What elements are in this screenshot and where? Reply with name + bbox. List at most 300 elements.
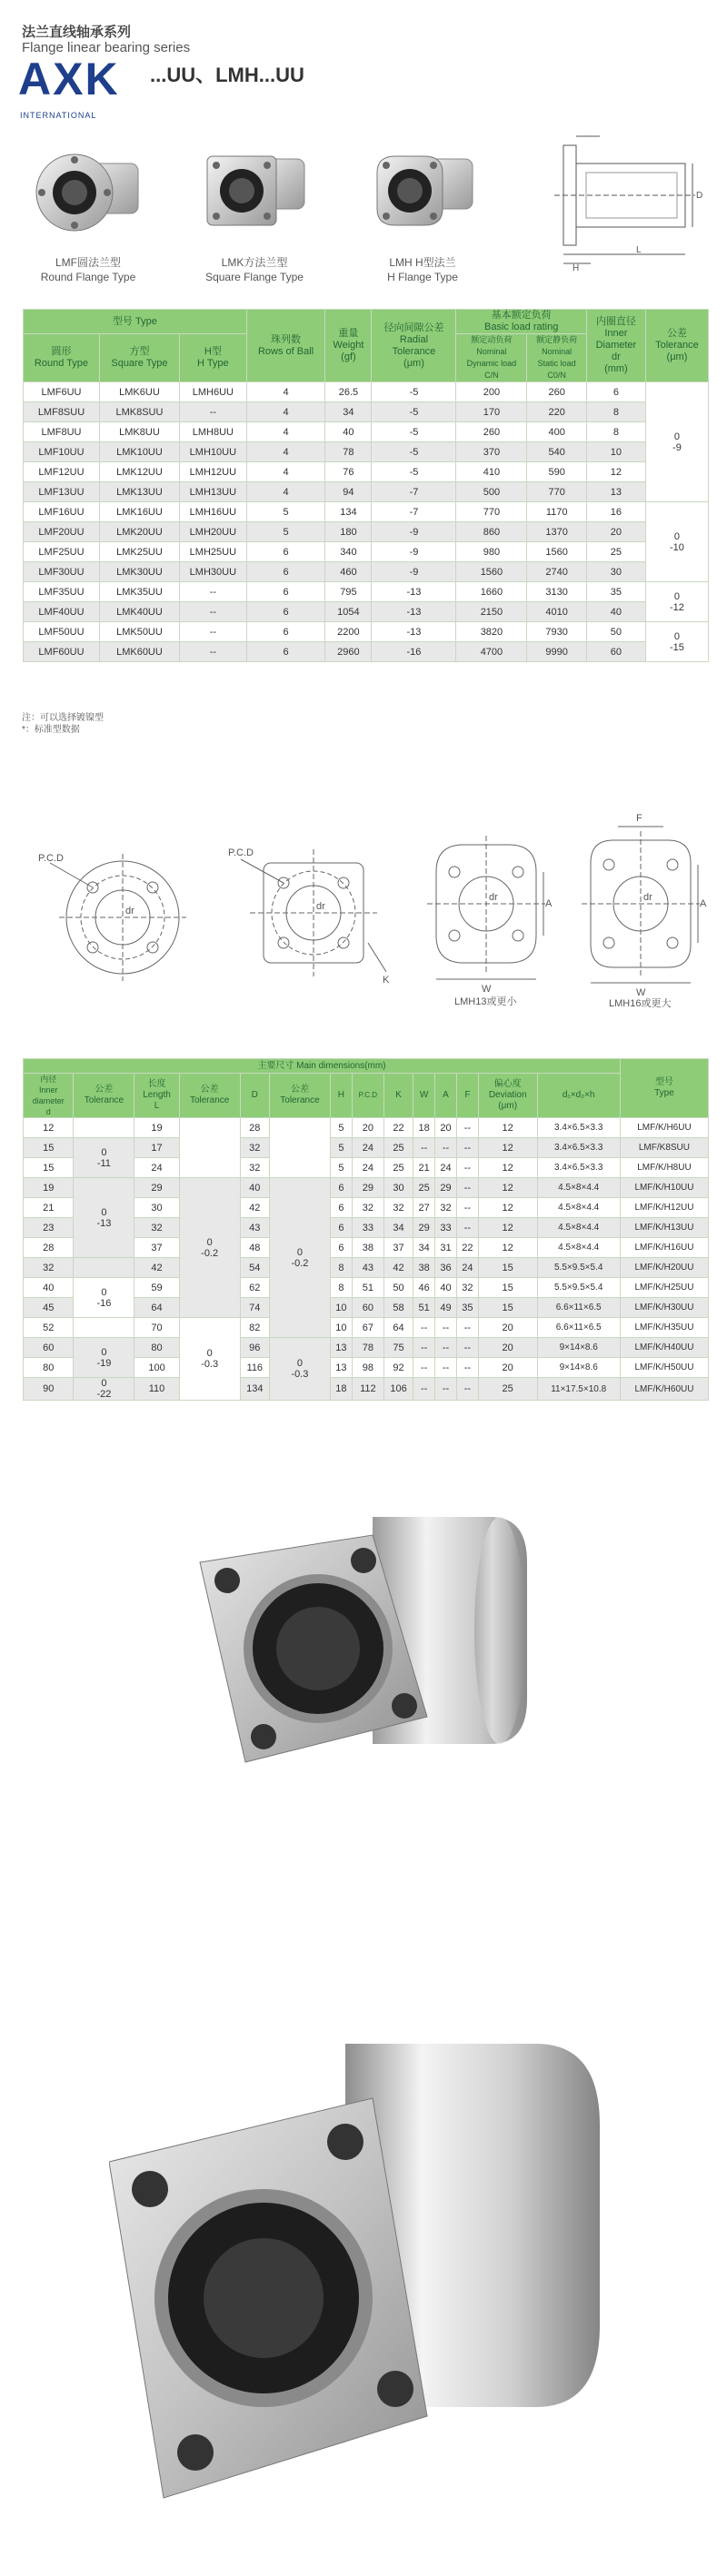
table-cell: 24 bbox=[456, 1258, 478, 1278]
table-cell: 18 bbox=[330, 1378, 352, 1401]
table-cell: 98 bbox=[352, 1358, 383, 1378]
table-cell: 40 bbox=[586, 602, 645, 622]
table-cell: 34 bbox=[413, 1238, 435, 1258]
title-en: Flange linear bearing series bbox=[22, 40, 191, 55]
table-cell: 50 bbox=[586, 622, 645, 642]
table-cell: 20 bbox=[478, 1358, 537, 1378]
table-cell: 25 bbox=[413, 1178, 435, 1198]
k-label: K bbox=[383, 975, 390, 986]
table-cell: 13 bbox=[330, 1338, 352, 1358]
table-cell: 34 bbox=[325, 402, 372, 422]
table-cell: 9×14×8.6 bbox=[537, 1338, 620, 1358]
table-cell: 64 bbox=[383, 1318, 413, 1338]
table-cell: -13 bbox=[372, 622, 456, 642]
table-cell: LMK8SUU bbox=[99, 402, 179, 422]
table-cell: 4 bbox=[246, 382, 325, 402]
table-cell: -5 bbox=[372, 402, 456, 422]
table-cell: 260 bbox=[527, 382, 587, 402]
table-cell: 1170 bbox=[527, 502, 587, 522]
table-row bbox=[24, 1178, 709, 1198]
table-cell: -- bbox=[456, 1118, 478, 1138]
table-cell: LMF8SUU bbox=[24, 402, 100, 422]
table-row bbox=[24, 1318, 709, 1338]
h-flange-large-drawing bbox=[573, 808, 709, 1008]
table-cell: 3.4×6.5×3.3 bbox=[537, 1118, 620, 1138]
table-cell: 19 bbox=[24, 1178, 74, 1198]
table-cell: 21 bbox=[413, 1158, 435, 1178]
side-section-drawing bbox=[536, 118, 709, 272]
table-cell: 3130 bbox=[527, 582, 587, 602]
table-cell: 6 bbox=[246, 642, 325, 662]
table-cell: LMF/K/H20UU bbox=[620, 1258, 708, 1278]
product-caption-cn: LMF圆法兰型 bbox=[55, 256, 121, 269]
table-row bbox=[24, 1378, 709, 1401]
table-cell: LMF30UU bbox=[24, 562, 100, 582]
tolerance-cell: 0 -0.2 bbox=[269, 1178, 330, 1338]
th-inner-d: 内径 Inner diameter d bbox=[24, 1074, 74, 1118]
table-cell: 25 bbox=[586, 542, 645, 562]
table-cell: -- bbox=[456, 1158, 478, 1178]
table-row bbox=[24, 502, 709, 522]
table-cell: 38 bbox=[352, 1238, 383, 1258]
table-cell: LMH20UU bbox=[179, 522, 246, 542]
table-cell: 59 bbox=[134, 1278, 179, 1298]
table-cell: LMF35UU bbox=[24, 582, 100, 602]
th-D: D bbox=[240, 1074, 269, 1118]
h-flange-small-drawing bbox=[418, 827, 554, 1008]
table-cell: 6 bbox=[246, 602, 325, 622]
table-cell: 20 bbox=[435, 1118, 457, 1138]
table-cell: 4.5×8×4.4 bbox=[537, 1238, 620, 1258]
table-cell: LMF16UU bbox=[24, 502, 100, 522]
table-cell: LMF/K8SUU bbox=[620, 1138, 708, 1158]
tolerance-cell: 0 -10 bbox=[645, 502, 708, 582]
table-cell: 8 bbox=[330, 1278, 352, 1298]
table-cell: -- bbox=[413, 1318, 435, 1338]
th-weight: 重量 Weight (gf) bbox=[325, 310, 372, 382]
table-cell: 76 bbox=[325, 462, 372, 482]
table-cell: 67 bbox=[352, 1318, 383, 1338]
table-cell: 16 bbox=[586, 502, 645, 522]
table-cell: 25 bbox=[383, 1158, 413, 1178]
title-cn: 法兰直线轴承系列 bbox=[22, 25, 132, 40]
table-cell: 5 bbox=[330, 1158, 352, 1178]
table-cell: 40 bbox=[435, 1278, 457, 1298]
table-cell: 6.6×11×6.5 bbox=[537, 1298, 620, 1318]
table-cell: 4 bbox=[246, 402, 325, 422]
table-cell: 62 bbox=[240, 1278, 269, 1298]
table-cell: 32 bbox=[240, 1158, 269, 1178]
table-cell: LMF12UU bbox=[24, 462, 100, 482]
caption-lmh16: LMH16或更大 bbox=[609, 998, 672, 1008]
th-tolerance: 公差 Tolerance (μm) bbox=[645, 310, 708, 382]
table-cell: LMF/K/H30UU bbox=[620, 1298, 708, 1318]
dr-label: dr bbox=[316, 901, 325, 912]
table-cell: 100 bbox=[134, 1358, 179, 1378]
table-cell: LMK50UU bbox=[99, 622, 179, 642]
table-cell: 4 bbox=[246, 462, 325, 482]
table-cell: 31 bbox=[435, 1238, 457, 1258]
table-cell: LMK25UU bbox=[99, 542, 179, 562]
table-cell: LMH6UU bbox=[179, 382, 246, 402]
th-rows-ball: 珠列数 Rows of Ball bbox=[246, 310, 325, 382]
table-cell: 12 bbox=[478, 1158, 537, 1178]
table-row bbox=[24, 442, 709, 462]
dr-label: dr bbox=[489, 892, 498, 903]
table-cell: 3.4×6.5×3.3 bbox=[537, 1158, 620, 1178]
table-cell: 12 bbox=[478, 1238, 537, 1258]
brand-logo-subtitle: INTERNATIONAL bbox=[20, 111, 97, 120]
table-cell: LMF/K/H6UU bbox=[620, 1118, 708, 1138]
tolerance-cell: 0 -19 bbox=[74, 1338, 134, 1378]
table-cell: 8 bbox=[586, 402, 645, 422]
table-cell: 15 bbox=[24, 1138, 74, 1158]
table-cell: LMF/K/H13UU bbox=[620, 1218, 708, 1238]
table-cell: 770 bbox=[527, 482, 587, 502]
table-cell: LMF40UU bbox=[24, 602, 100, 622]
table-row bbox=[24, 522, 709, 542]
table-cell: 32 bbox=[383, 1198, 413, 1218]
table-cell: 15 bbox=[24, 1158, 74, 1178]
table-cell: LMK20UU bbox=[99, 522, 179, 542]
table-cell: LMF25UU bbox=[24, 542, 100, 562]
table-cell: LMF8UU bbox=[24, 422, 100, 442]
table-row bbox=[24, 402, 709, 422]
table-cell: 60 bbox=[586, 642, 645, 662]
table-cell: 30 bbox=[134, 1198, 179, 1218]
table-cell: 22 bbox=[456, 1238, 478, 1258]
table-cell: 43 bbox=[240, 1218, 269, 1238]
th-deviation: 偏心度 Deviation (μm) bbox=[478, 1074, 537, 1118]
table-cell: 10 bbox=[586, 442, 645, 462]
table-cell: 32 bbox=[240, 1138, 269, 1158]
table-cell: 22 bbox=[383, 1118, 413, 1138]
pcd-label: P.C.D bbox=[38, 853, 64, 864]
table-cell: 33 bbox=[352, 1218, 383, 1238]
table-cell: 5 bbox=[330, 1138, 352, 1158]
table-cell: LMK16UU bbox=[99, 502, 179, 522]
table-cell: 1370 bbox=[527, 522, 587, 542]
table-cell: 220 bbox=[527, 402, 587, 422]
specification-table bbox=[23, 309, 709, 662]
table-cell: LMK35UU bbox=[99, 582, 179, 602]
table-cell: 35 bbox=[586, 582, 645, 602]
table-row bbox=[24, 1338, 709, 1358]
table-cell: 25 bbox=[383, 1138, 413, 1158]
table-row bbox=[24, 1278, 709, 1298]
table-cell: 42 bbox=[383, 1258, 413, 1278]
table-cell: -- bbox=[435, 1138, 457, 1158]
table-cell: LMK8UU bbox=[99, 422, 179, 442]
table-cell: -- bbox=[413, 1378, 435, 1401]
tolerance-cell bbox=[74, 1258, 134, 1278]
table-cell: 134 bbox=[325, 502, 372, 522]
table-cell: 12 bbox=[478, 1118, 537, 1138]
table-cell: 770 bbox=[456, 502, 527, 522]
table-cell: 4.5×8×4.4 bbox=[537, 1178, 620, 1198]
table-cell: LMF/K/H25UU bbox=[620, 1278, 708, 1298]
table-cell: LMF6UU bbox=[24, 382, 100, 402]
table-cell: 2150 bbox=[456, 602, 527, 622]
table-cell: 54 bbox=[240, 1258, 269, 1278]
table-cell: 92 bbox=[383, 1358, 413, 1378]
table-cell: 4700 bbox=[456, 642, 527, 662]
table-cell: 5 bbox=[246, 502, 325, 522]
table-cell: 38 bbox=[413, 1258, 435, 1278]
table-row bbox=[24, 542, 709, 562]
table-cell: 12 bbox=[478, 1218, 537, 1238]
note-line: 注：可以选择镀镍型 bbox=[22, 713, 104, 723]
table-cell: LMH12UU bbox=[179, 462, 246, 482]
table-cell: 6 bbox=[246, 562, 325, 582]
table-cell: 5 bbox=[330, 1118, 352, 1138]
table-cell: -13 bbox=[372, 602, 456, 622]
table-cell: LMH25UU bbox=[179, 542, 246, 562]
table-cell: 170 bbox=[456, 402, 527, 422]
table-cell: 5.5×9.5×5.4 bbox=[537, 1278, 620, 1298]
dr-label: dr bbox=[125, 906, 134, 916]
table-cell: 33 bbox=[435, 1218, 457, 1238]
table-cell: LMF60UU bbox=[24, 642, 100, 662]
table-cell: -- bbox=[456, 1318, 478, 1338]
table-cell: 10 bbox=[330, 1298, 352, 1318]
product-caption-cn: LMK方法兰型 bbox=[221, 256, 288, 269]
table-row bbox=[24, 382, 709, 402]
table-cell: 9990 bbox=[527, 642, 587, 662]
table-cell: 5.5×9.5×5.4 bbox=[537, 1258, 620, 1278]
table-cell: -- bbox=[413, 1358, 435, 1378]
table-cell: 12 bbox=[478, 1138, 537, 1158]
table-cell: 15 bbox=[478, 1298, 537, 1318]
th-A: A bbox=[435, 1074, 457, 1118]
tolerance-cell: 0 -0.2 bbox=[179, 1178, 240, 1318]
table-cell: 410 bbox=[456, 462, 527, 482]
w-label: W bbox=[636, 987, 646, 998]
table-cell: 6 bbox=[246, 582, 325, 602]
table-cell: 32 bbox=[435, 1198, 457, 1218]
table-cell: LMF/K/H40UU bbox=[620, 1338, 708, 1358]
table-notes bbox=[22, 712, 104, 736]
th-load: 基本额定负荷 Basic load rating bbox=[456, 310, 586, 334]
th-length: 长度 Length L bbox=[134, 1074, 179, 1118]
table-cell: 30 bbox=[383, 1178, 413, 1198]
table-cell: 980 bbox=[456, 542, 527, 562]
table-cell: 37 bbox=[383, 1238, 413, 1258]
table-cell: LMF/K/H12UU bbox=[620, 1198, 708, 1218]
table-cell: LMK40UU bbox=[99, 602, 179, 622]
table-cell: 5 bbox=[246, 522, 325, 542]
table-cell: 20 bbox=[586, 522, 645, 542]
th-H: H bbox=[330, 1074, 352, 1118]
table-cell: LMF/K/H35UU bbox=[620, 1318, 708, 1338]
table-cell: 4 bbox=[246, 442, 325, 462]
table-cell: -- bbox=[413, 1138, 435, 1158]
table-cell: 42 bbox=[134, 1258, 179, 1278]
table-cell: 51 bbox=[413, 1298, 435, 1318]
th-dynamic: 额定动负荷 Nominal Dynamic load C/N bbox=[456, 334, 527, 382]
dim-label-l: L bbox=[636, 245, 642, 255]
table-cell: 27 bbox=[413, 1198, 435, 1218]
table-cell: -7 bbox=[372, 482, 456, 502]
tolerance-cell bbox=[74, 1318, 134, 1338]
table-cell: 12 bbox=[478, 1178, 537, 1198]
table-cell: -- bbox=[179, 582, 246, 602]
table-cell: 45 bbox=[24, 1298, 74, 1318]
product-square-flange bbox=[186, 136, 323, 284]
table-cell: -16 bbox=[372, 642, 456, 662]
table-cell: 860 bbox=[456, 522, 527, 542]
tolerance-cell bbox=[74, 1118, 134, 1138]
table-cell: 110 bbox=[134, 1378, 179, 1401]
caption-lmh13: LMH13或更小 bbox=[454, 996, 517, 1007]
product-h-flange bbox=[354, 136, 491, 284]
table-cell: LMH30UU bbox=[179, 562, 246, 582]
table-cell: 24 bbox=[134, 1158, 179, 1178]
square-flange-bearing-icon bbox=[200, 136, 309, 245]
table-cell: 1054 bbox=[325, 602, 372, 622]
th-type: 型号 Type bbox=[620, 1059, 708, 1118]
table-cell: -9 bbox=[372, 522, 456, 542]
table-cell: -13 bbox=[372, 582, 456, 602]
th-tol2: 公差 Tolerance bbox=[179, 1074, 240, 1118]
tolerance-cell: 0 -12 bbox=[645, 582, 708, 622]
table-cell: 26.5 bbox=[325, 382, 372, 402]
table-cell: -- bbox=[456, 1138, 478, 1158]
table-cell: 50 bbox=[383, 1278, 413, 1298]
table-cell: 40 bbox=[24, 1278, 74, 1298]
table-cell: 400 bbox=[527, 422, 587, 442]
table-cell: 13 bbox=[330, 1358, 352, 1378]
table-cell: 90 bbox=[24, 1378, 74, 1401]
table-cell: 116 bbox=[240, 1358, 269, 1378]
table-cell: -5 bbox=[372, 442, 456, 462]
dim-label-h: H bbox=[573, 263, 580, 272]
th-pcd: P.C.D bbox=[352, 1074, 383, 1118]
table-cell: 12 bbox=[24, 1118, 74, 1138]
table-cell: 6 bbox=[246, 542, 325, 562]
table-cell: 20 bbox=[478, 1338, 537, 1358]
table-cell: 32 bbox=[24, 1258, 74, 1278]
table-cell: 74 bbox=[240, 1298, 269, 1318]
tolerance-cell: 0 -22 bbox=[74, 1378, 134, 1401]
table-row bbox=[24, 562, 709, 582]
table-cell: 78 bbox=[352, 1338, 383, 1358]
table-cell: 80 bbox=[134, 1338, 179, 1358]
table-cell: 29 bbox=[413, 1218, 435, 1238]
table-cell: 21 bbox=[24, 1198, 74, 1218]
table-cell: 795 bbox=[325, 582, 372, 602]
table-cell: LMH8UU bbox=[179, 422, 246, 442]
table-cell: 80 bbox=[24, 1358, 74, 1378]
table-cell: -- bbox=[435, 1378, 457, 1401]
th-tol1: 公差 Tolerance bbox=[74, 1074, 134, 1118]
table-row bbox=[24, 1138, 709, 1158]
product-photo-square-flange bbox=[191, 1499, 545, 1862]
table-cell: LMF/K/H50UU bbox=[620, 1358, 708, 1378]
tolerance-cell: 0 -11 bbox=[74, 1138, 134, 1178]
table-cell: -- bbox=[413, 1338, 435, 1358]
table-cell: 340 bbox=[325, 542, 372, 562]
table-cell: 6.6×11×6.5 bbox=[537, 1318, 620, 1338]
table-cell: -- bbox=[456, 1378, 478, 1401]
a-label: A bbox=[545, 898, 553, 909]
square-flange-drawing bbox=[223, 836, 395, 990]
table-cell: 2960 bbox=[325, 642, 372, 662]
tolerance-cell: 0 -13 bbox=[74, 1178, 134, 1258]
th-model: 型号 Type bbox=[24, 310, 247, 334]
table-cell: 28 bbox=[240, 1118, 269, 1138]
th-htype: H型 H Type bbox=[179, 334, 246, 382]
table-cell: -- bbox=[435, 1338, 457, 1358]
tolerance-cell: 0 -0.3 bbox=[179, 1318, 240, 1401]
table-cell: -- bbox=[435, 1318, 457, 1338]
table-cell: 60 bbox=[352, 1298, 383, 1318]
table-cell: 28 bbox=[24, 1238, 74, 1258]
table-cell: 540 bbox=[527, 442, 587, 462]
round-flange-drawing bbox=[36, 836, 200, 990]
th-tol3: 公差 Tolerance bbox=[269, 1074, 330, 1118]
table-cell: 94 bbox=[325, 482, 372, 502]
th-K: K bbox=[383, 1074, 413, 1118]
table-row bbox=[24, 622, 709, 642]
table-cell: 3.4×6.5×3.3 bbox=[537, 1138, 620, 1158]
table-cell: LMH10UU bbox=[179, 442, 246, 462]
table-cell: 48 bbox=[240, 1238, 269, 1258]
table-row bbox=[24, 1258, 709, 1278]
dimension-table bbox=[23, 1058, 709, 1401]
table-cell: 6 bbox=[330, 1178, 352, 1198]
table-cell: 112 bbox=[352, 1378, 383, 1401]
table-cell: -9 bbox=[372, 562, 456, 582]
table-cell: LMF20UU bbox=[24, 522, 100, 542]
table-cell: LMF/K/H10UU bbox=[620, 1178, 708, 1198]
table-cell: 1560 bbox=[527, 542, 587, 562]
table-cell: 96 bbox=[240, 1338, 269, 1358]
table-cell: 500 bbox=[456, 482, 527, 502]
table-cell: 82 bbox=[240, 1318, 269, 1338]
table-cell: 25 bbox=[478, 1378, 537, 1401]
table-cell: 43 bbox=[352, 1258, 383, 1278]
table-cell: 8 bbox=[330, 1258, 352, 1278]
product-caption-en: Square Flange Type bbox=[205, 271, 304, 283]
tolerance-cell bbox=[269, 1118, 330, 1178]
table-cell: 64 bbox=[134, 1298, 179, 1318]
table-cell: 6 bbox=[586, 382, 645, 402]
table-row bbox=[24, 602, 709, 622]
table-cell: 75 bbox=[383, 1338, 413, 1358]
table-cell: 11×17.5×10.8 bbox=[537, 1378, 620, 1401]
table-cell: -- bbox=[456, 1338, 478, 1358]
tolerance-cell: 0 -9 bbox=[645, 382, 708, 502]
f-label: F bbox=[636, 813, 642, 824]
table-cell: 4 bbox=[246, 482, 325, 502]
table-cell: 20 bbox=[352, 1118, 383, 1138]
table-cell: LMK60UU bbox=[99, 642, 179, 662]
table-cell: 49 bbox=[435, 1298, 457, 1318]
model-line: ...UU、LMH...UU bbox=[150, 64, 304, 86]
table-cell: 7930 bbox=[527, 622, 587, 642]
table-cell: 35 bbox=[456, 1298, 478, 1318]
th-main-dim: 主要尺寸 Main dimensions(mm) bbox=[24, 1059, 621, 1074]
table-cell: 24 bbox=[435, 1158, 457, 1178]
table-cell: 12 bbox=[478, 1198, 537, 1218]
table-row bbox=[24, 1118, 709, 1138]
table-cell: 2740 bbox=[527, 562, 587, 582]
table-cell: 6 bbox=[330, 1218, 352, 1238]
table-row bbox=[24, 482, 709, 502]
table-cell: 58 bbox=[383, 1298, 413, 1318]
table-cell: 40 bbox=[240, 1178, 269, 1198]
